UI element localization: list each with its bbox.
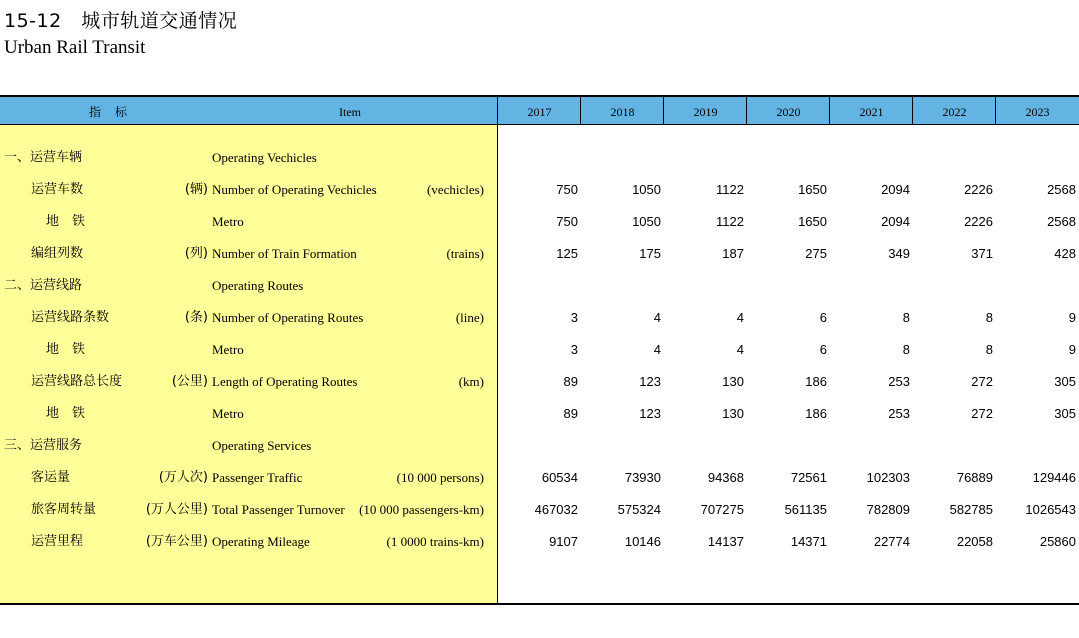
value-cell-2021: 253 <box>888 406 910 421</box>
row-label-chinese: 地 铁 <box>46 214 86 229</box>
value-cell-2023: 9 <box>1068 342 1076 357</box>
row-unit-english: (1 0000 trains-km) <box>386 534 484 549</box>
header-year-2023: 2023 <box>995 97 1079 125</box>
value-cell-2020: 186 <box>805 406 827 421</box>
row-unit-english: (10 000 persons) <box>396 470 484 485</box>
value-cell-2022: 2226 <box>964 214 993 229</box>
value-cell-2020: 72561 <box>790 470 827 485</box>
table-row <box>0 206 1079 238</box>
value-cell-2019: 4 <box>736 342 744 357</box>
row-label-chinese: 编组列数 <box>31 246 84 261</box>
value-cell-2021: 8 <box>902 310 910 325</box>
value-cell-2023: 9 <box>1068 310 1076 325</box>
value-cell-2017: 89 <box>563 406 578 421</box>
table-row <box>0 462 1079 494</box>
row-unit-chinese: (辆) <box>184 182 208 197</box>
value-cell-2020: 14371 <box>790 534 827 549</box>
header-year-2021: 2021 <box>829 97 913 125</box>
row-unit-chinese: (条) <box>184 310 208 325</box>
value-cell-2021: 102303 <box>866 470 910 485</box>
table-row <box>0 174 1079 206</box>
value-cell-2022: 2226 <box>964 182 993 197</box>
value-cell-2023: 2568 <box>1047 214 1076 229</box>
table-row <box>0 302 1079 334</box>
row-label-english: Number of Operating Vechicles <box>212 182 377 197</box>
header-year-2019: 2019 <box>663 97 747 125</box>
row-label-chinese: 一、运营车辆 <box>4 150 83 165</box>
row-label-chinese: 二、运营线路 <box>4 278 83 293</box>
value-cell-2017: 750 <box>556 214 578 229</box>
header-year-2020: 2020 <box>746 97 830 125</box>
value-cell-2021: 2094 <box>881 214 910 229</box>
value-cell-2020: 275 <box>805 246 827 261</box>
row-label-chinese: 三、运营服务 <box>4 438 83 453</box>
value-cell-2018: 1050 <box>632 214 661 229</box>
value-cell-2019: 1122 <box>716 214 744 229</box>
value-cell-2023: 305 <box>1054 406 1076 421</box>
value-cell-2023: 428 <box>1054 246 1076 261</box>
table-row <box>0 142 1079 174</box>
value-cell-2022: 8 <box>985 310 993 325</box>
value-cell-2022: 76889 <box>956 470 993 485</box>
value-cell-2020: 6 <box>819 310 827 325</box>
value-cell-2018: 575324 <box>617 502 661 517</box>
value-cell-2023: 25860 <box>1039 534 1076 549</box>
row-label-english: Operating Routes <box>212 278 304 293</box>
row-label-chinese: 运营车数 <box>31 182 84 197</box>
value-cell-2023: 305 <box>1054 374 1076 389</box>
value-cell-2020: 6 <box>819 342 827 357</box>
table-bottom-border <box>0 603 1079 605</box>
value-cell-2021: 2094 <box>881 182 910 197</box>
table-row <box>0 334 1079 366</box>
row-unit-english: (10 000 passengers-km) <box>359 502 484 517</box>
table-row <box>0 238 1079 270</box>
header-item: Item <box>339 105 361 119</box>
row-label-chinese: 运营线路条数 <box>31 310 110 325</box>
row-label-english: Length of Operating Routes <box>212 374 358 389</box>
value-cell-2018: 175 <box>639 246 661 261</box>
value-cell-2022: 272 <box>971 406 993 421</box>
value-cell-2021: 782809 <box>866 502 910 517</box>
header-indicator: 指标 <box>88 105 141 119</box>
table-row <box>0 398 1079 430</box>
table-row <box>0 270 1079 302</box>
header-year-2022: 2022 <box>912 97 996 125</box>
value-cell-2020: 561135 <box>784 502 827 517</box>
row-label-chinese: 旅客周转量 <box>31 502 97 517</box>
row-label-english: Operating Mileage <box>212 534 310 549</box>
value-cell-2019: 187 <box>722 246 744 261</box>
value-cell-2021: 8 <box>902 342 910 357</box>
value-cell-2021: 253 <box>888 374 910 389</box>
urban-rail-table <box>0 95 1079 605</box>
value-cell-2017: 9107 <box>549 534 578 549</box>
row-unit-chinese: (公里) <box>171 374 208 389</box>
value-cell-2017: 467032 <box>534 502 578 517</box>
value-cell-2018: 123 <box>639 374 661 389</box>
row-label-english: Metro <box>212 342 244 357</box>
row-unit-english: (trains) <box>446 246 484 261</box>
row-label-english: Total Passenger Turnover <box>212 502 345 517</box>
value-cell-2019: 707275 <box>700 502 744 517</box>
value-cell-2022: 582785 <box>949 502 993 517</box>
value-cell-2019: 4 <box>736 310 744 325</box>
value-cell-2020: 1650 <box>798 214 827 229</box>
value-cell-2017: 3 <box>570 342 578 357</box>
value-cell-2018: 10146 <box>624 534 661 549</box>
value-cell-2021: 349 <box>888 246 910 261</box>
row-label-chinese: 地 铁 <box>46 342 86 357</box>
header-year-2018: 2018 <box>580 97 664 125</box>
page-title-english: Urban Rail Transit <box>4 37 146 58</box>
value-cell-2017: 89 <box>563 374 578 389</box>
row-unit-chinese: (列) <box>184 246 208 261</box>
value-cell-2019: 14137 <box>707 534 744 549</box>
row-label-chinese: 地 铁 <box>46 406 86 421</box>
table-row <box>0 430 1079 462</box>
value-cell-2018: 1050 <box>632 182 661 197</box>
value-cell-2018: 4 <box>653 342 661 357</box>
value-cell-2023: 129446 <box>1032 470 1076 485</box>
row-label-english: Number of Operating Routes <box>212 310 364 325</box>
value-cell-2021: 22774 <box>873 534 910 549</box>
row-unit-chinese: (万人次) <box>158 470 208 485</box>
row-unit-english: (line) <box>455 310 484 325</box>
value-cell-2019: 94368 <box>707 470 744 485</box>
table-row <box>0 494 1079 526</box>
row-label-english: Metro <box>212 406 244 421</box>
value-cell-2017: 3 <box>570 310 578 325</box>
row-unit-chinese: (万人公里) <box>145 502 208 517</box>
row-unit-english: (vechicles) <box>426 182 484 197</box>
row-label-english: Metro <box>212 214 244 229</box>
row-label-chinese: 客运量 <box>31 470 71 485</box>
value-cell-2018: 73930 <box>624 470 661 485</box>
value-cell-2023: 2568 <box>1047 182 1076 197</box>
row-label-english: Operating Services <box>212 438 312 453</box>
row-label-english: Passenger Traffic <box>212 470 303 485</box>
value-cell-2017: 750 <box>556 182 578 197</box>
table-row <box>0 526 1079 558</box>
value-cell-2022: 371 <box>971 246 993 261</box>
value-cell-2019: 130 <box>722 374 744 389</box>
value-cell-2019: 130 <box>722 406 744 421</box>
value-cell-2017: 60534 <box>541 470 578 485</box>
value-cell-2022: 22058 <box>956 534 993 549</box>
row-label-english: Number of Train Formation <box>212 246 357 261</box>
value-cell-2022: 8 <box>985 342 993 357</box>
value-cell-2023: 1026543 <box>1025 502 1076 517</box>
header-year-2017: 2017 <box>497 97 581 125</box>
table-row <box>0 366 1079 398</box>
table-header <box>0 95 1079 125</box>
row-unit-english: (km) <box>458 374 484 389</box>
row-label-chinese: 运营线路总长度 <box>31 374 123 389</box>
value-cell-2018: 123 <box>639 406 661 421</box>
value-cell-2022: 272 <box>971 374 993 389</box>
value-cell-2020: 186 <box>805 374 827 389</box>
row-unit-chinese: (万车公里) <box>145 534 208 549</box>
row-label-chinese: 运营里程 <box>31 534 84 549</box>
value-cell-2020: 1650 <box>798 182 827 197</box>
value-cell-2017: 125 <box>556 246 578 261</box>
value-cell-2019: 1122 <box>716 182 744 197</box>
page-title-chinese: 15-12 城市轨道交通情况 <box>4 10 238 32</box>
row-label-english: Operating Vechicles <box>212 150 317 165</box>
value-cell-2018: 4 <box>653 310 661 325</box>
